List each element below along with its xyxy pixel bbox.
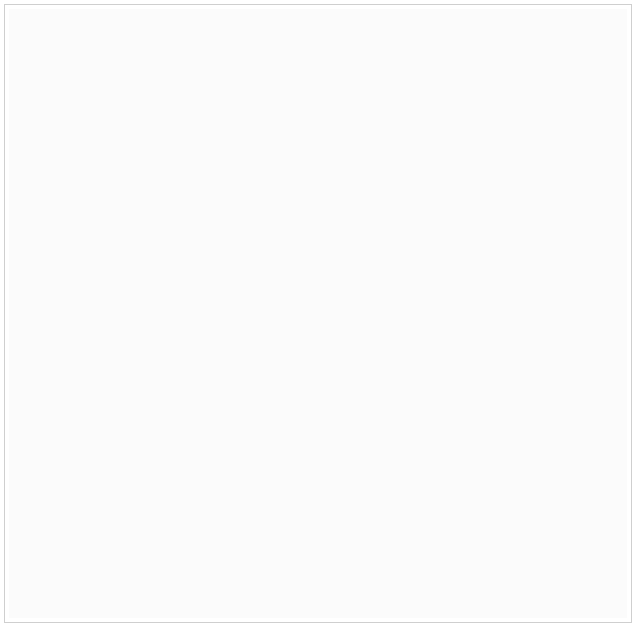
notice-line (19, 125, 621, 146)
notice-line (19, 524, 621, 545)
notice-line (19, 146, 621, 167)
notice-line (19, 293, 621, 314)
notice-line (19, 230, 621, 251)
notice-line (19, 419, 621, 440)
notice-line (19, 461, 621, 482)
notice-line (19, 335, 621, 356)
notice-line (19, 356, 621, 377)
notice-line (19, 188, 621, 209)
notice-line (19, 62, 621, 83)
notice-line (19, 272, 621, 293)
notice-line (19, 314, 621, 335)
notice-line (19, 440, 621, 461)
notice-line (19, 209, 621, 230)
notice-line (19, 545, 621, 566)
notice-line (19, 398, 621, 419)
notice-line (19, 83, 621, 104)
notice-body (19, 41, 621, 566)
notice-line (19, 251, 621, 272)
notice-paper (9, 9, 627, 618)
notice-line (19, 104, 621, 125)
notice-line (19, 167, 621, 188)
notice-line (19, 482, 621, 503)
notice-line (19, 377, 621, 398)
notice-line (19, 503, 621, 524)
notice-footer (19, 570, 621, 596)
notice-card (4, 4, 632, 623)
notice-line (19, 41, 621, 62)
